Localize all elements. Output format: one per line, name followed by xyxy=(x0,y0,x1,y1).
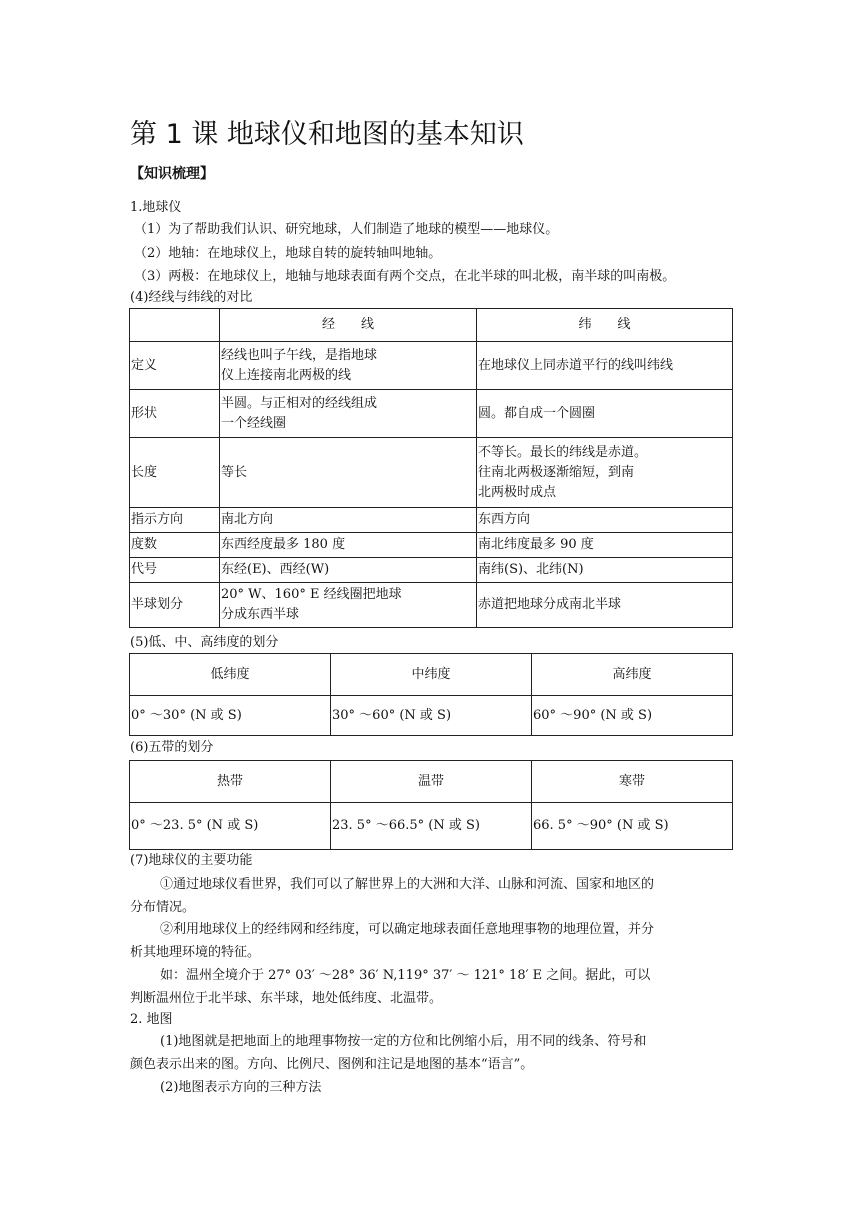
latitude-cell xyxy=(477,438,733,508)
table-header-row xyxy=(130,309,733,342)
longitude-cell: 东经(E)、西经(W) xyxy=(220,558,477,583)
table-row xyxy=(130,583,733,628)
table-header-cell: 温带 xyxy=(331,761,532,803)
cell-text: 往南北两极逐渐缩短，到南 xyxy=(478,464,635,480)
map-paragraph-1-line-1: (1)地图就是把地面上的地理事物按一定的方位和比例缩小后，用不同的线条、符号和 xyxy=(160,1034,647,1049)
cell-text: 不等长。最长的纬线是赤道。 xyxy=(478,444,648,460)
table-row xyxy=(130,558,733,583)
row-label: 形状 xyxy=(130,390,220,438)
table-cell: 0° ～23. 5° (N 或 S) xyxy=(130,803,331,850)
table-header-cell: 中纬度 xyxy=(331,654,532,696)
function-2-line-2: 析其地理环境的特征。 xyxy=(130,945,261,960)
table-header-cell xyxy=(130,309,220,342)
globe-paragraph-3: （3）两极：在地球仪上，地轴与地球表面有两个交点，在北半球的叫北极，南半球的叫南极。 xyxy=(134,269,676,284)
longitude-cell: 东西经度最多 180 度 xyxy=(220,533,477,558)
row-label: 半球划分 xyxy=(130,583,220,628)
cell-text: 在地球仪上同赤道平行的线叫纬线 xyxy=(478,357,674,373)
cell-text: 仪上连接南北两极的线 xyxy=(221,367,352,383)
longitude-cell xyxy=(220,583,477,628)
five-zones-heading: (6)五带的划分 xyxy=(130,740,214,755)
example-line-2: 判断温州位于北半球、东半球，地处低纬度、北温带。 xyxy=(130,991,443,1006)
longitude-cell: 南北方向 xyxy=(220,508,477,533)
table-row xyxy=(130,390,733,438)
table-cell: 23. 5° ～66.5° (N 或 S) xyxy=(331,803,532,850)
table-row xyxy=(130,696,733,736)
cell-text: 经线也叫子午线，是指地球 xyxy=(221,347,378,363)
functions-heading: (7)地球仪的主要功能 xyxy=(130,853,253,868)
row-label: 定义 xyxy=(130,342,220,390)
section-heading: 【知识梳理】 xyxy=(130,166,214,182)
table-header-row xyxy=(130,654,733,696)
table-header-cell: 热带 xyxy=(130,761,331,803)
longitude-cell xyxy=(220,438,477,508)
longitude-cell xyxy=(220,390,477,438)
cell-text: 等长 xyxy=(221,464,248,480)
latitude-zones-table xyxy=(129,653,733,736)
example-line-1: 如：温州全境介于 27° 03′ ～28° 36′ N,119° 37′ ～ 121° 18′ E 之间。据此，可以 xyxy=(160,968,651,983)
five-zones-table xyxy=(129,760,733,850)
row-label: 代号 xyxy=(130,558,220,583)
longitude-cell xyxy=(220,342,477,390)
table-header-row xyxy=(130,761,733,803)
table-cell: 60° ～90° (N 或 S) xyxy=(532,696,733,736)
table-row xyxy=(130,342,733,390)
table-row xyxy=(130,533,733,558)
table-row xyxy=(130,438,733,508)
latitude-zones-heading: (5)低、中、高纬度的划分 xyxy=(130,635,279,650)
latitude-cell xyxy=(477,342,733,390)
latitude-cell: 南纬(S)、北纬(N) xyxy=(477,558,733,583)
table-header-cell: 经 线 xyxy=(220,309,477,342)
cell-text: 北两极时成点 xyxy=(478,484,557,500)
row-label: 长度 xyxy=(130,438,220,508)
cell-text: 分成东西半球 xyxy=(221,607,300,622)
latitude-cell xyxy=(477,390,733,438)
map-paragraph-1-line-2: 颜色表示出来的图。方向、比例尺、图例和注记是地图的基本“语言”。 xyxy=(130,1057,534,1072)
table-row xyxy=(130,508,733,533)
latitude-cell: 赤道把地球分成南北半球 xyxy=(477,583,733,628)
longitude-latitude-table xyxy=(129,308,733,628)
function-1-line-2: 分布情况。 xyxy=(130,900,196,915)
function-2-line-1: ②利用地球仪上的经纬网和经纬度，可以确定地球表面任意地理事物的地理位置，并分 xyxy=(160,922,655,937)
globe-heading: 1.地球仪 xyxy=(130,200,182,215)
row-label: 度数 xyxy=(130,533,220,558)
table-header-cell: 高纬度 xyxy=(532,654,733,696)
table-header-cell: 纬 线 xyxy=(477,309,733,342)
globe-paragraph-2: （2）地轴：在地球仪上，地球自转的旋转轴叫地轴。 xyxy=(134,246,442,261)
map-paragraph-2: (2)地图表示方向的三种方法 xyxy=(160,1080,322,1095)
globe-paragraph-1: （1）为了帮助我们认识、研究地球，人们制造了地球的模型——地球仪。 xyxy=(134,222,559,237)
page-title: 第 1 课 地球仪和地图的基本知识 xyxy=(130,119,524,150)
latitude-cell: 南北纬度最多 90 度 xyxy=(477,533,733,558)
map-heading: 2. 地图 xyxy=(130,1012,173,1027)
compare-heading: (4)经线与纬线的对比 xyxy=(130,290,253,305)
table-cell: 0° ～30° (N 或 S) xyxy=(130,696,331,736)
cell-text: 圆。都自成一个圆圈 xyxy=(478,405,596,421)
cell-text: 一个经线圈 xyxy=(221,415,287,431)
cell-text: 半圆。与正相对的经线组成 xyxy=(221,395,378,411)
table-cell: 66. 5° ～90° (N 或 S) xyxy=(532,803,733,850)
table-header-cell: 寒带 xyxy=(532,761,733,803)
table-header-cell: 低纬度 xyxy=(130,654,331,696)
table-cell: 30° ～60° (N 或 S) xyxy=(331,696,532,736)
cell-text: 20° W、160° E 经线圈把地球 xyxy=(221,587,402,602)
table-row xyxy=(130,803,733,850)
function-1-line-1: ①通过地球仪看世界，我们可以了解世界上的大洲和大洋、山脉和河流、国家和地区的 xyxy=(160,877,655,892)
row-label: 指示方向 xyxy=(130,508,220,533)
latitude-cell: 东西方向 xyxy=(477,508,733,533)
